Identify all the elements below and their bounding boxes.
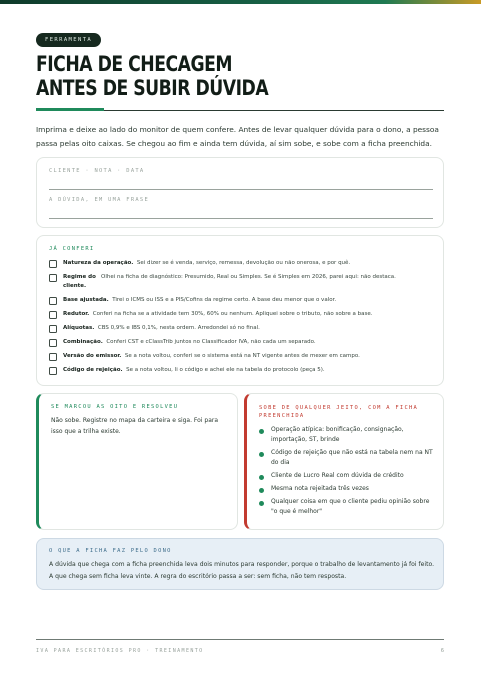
section-tag: FERRAMENTA — [36, 33, 101, 47]
item-term: Base ajustada. — [63, 297, 109, 303]
checkbox[interactable] — [49, 311, 57, 319]
title-accent-rule — [36, 108, 104, 111]
escalate-list — [259, 425, 435, 517]
item-term: Redutor. — [63, 311, 90, 317]
footer-publication: IVA PARA ESCRITÓRIOS PRO · TREINAMENTO — [36, 648, 204, 654]
form-field-client-line[interactable] — [49, 189, 433, 190]
checklist-item — [49, 259, 439, 268]
fill-in-form — [36, 157, 444, 228]
list-item-text: Qualquer coisa em que o cliente pediu opinião sobre "o que é melhor" — [271, 498, 430, 515]
list-item-text: Cliente de Lucro Real com dúvida de crédito — [271, 472, 404, 479]
list-item — [259, 471, 435, 481]
bullet-dot-icon — [259, 452, 264, 457]
item-term: Código de rejeição. — [63, 367, 123, 373]
item-term: Combinação. — [63, 339, 103, 345]
item-desc: Se a nota voltou, conferi se o sistema está na NT vigente antes de mexer em campo. — [124, 353, 360, 359]
checklist-card — [36, 235, 444, 386]
list-item-text: Mesma nota rejeitada três vezes — [271, 485, 369, 492]
list-item-text: Operação atípica: bonificação, consignação, importação, ST, brinde — [271, 426, 404, 443]
checkbox[interactable] — [49, 297, 57, 305]
checklist-item — [49, 324, 439, 333]
form-field-question-line[interactable] — [49, 218, 433, 219]
page-title-line-1: FICHA DE CHECAGEM — [36, 52, 233, 76]
checklist-heading: JÁ CONFERI — [49, 246, 95, 252]
checkbox[interactable] — [49, 325, 57, 333]
bullet-dot-icon — [259, 501, 264, 506]
list-item — [259, 448, 435, 468]
checklist-item — [49, 296, 439, 305]
item-desc: Olhei na ficha de diagnóstico: Presumido, Real ou Simples. Se é Simples em 2026, parei aqui: não destaca. — [101, 274, 396, 280]
owner-note-card — [36, 538, 444, 590]
item-term: Alíquotas. — [63, 325, 95, 331]
bullet-dot-icon — [259, 475, 264, 480]
item-desc: Tirei o ICMS ou ISS e a PIS/Cofins da regime certo. A base deu menor que o valor. — [112, 297, 337, 303]
item-desc: Conferi CST e cClassTrib juntos no Classificador IVA, não cada um separado. — [106, 339, 316, 345]
title-divider — [104, 110, 444, 111]
resolved-card — [36, 393, 238, 530]
checkbox[interactable] — [49, 274, 57, 282]
form-field-question-label: A DÚVIDA, EM UMA FRASE — [49, 197, 149, 203]
checklist-item — [49, 338, 439, 347]
checklist-item — [49, 366, 439, 375]
item-term: Regime do cliente. — [63, 274, 96, 289]
page-title — [36, 52, 380, 100]
checkbox[interactable] — [49, 367, 57, 375]
item-desc: Sei dizer se é venda, serviço, remessa, devolução ou não onerosa, e por quê. — [136, 260, 351, 266]
checklist-item — [49, 310, 439, 319]
list-item-text: Código de rejeição que não está na tabela nem na NT do dia — [271, 449, 433, 466]
checklist-item — [49, 273, 439, 291]
top-accent-bar — [0, 0, 481, 4]
resolved-body: Não sobe. Registre no mapa da carteira e siga. Foi para isso que a trilha existe. — [51, 417, 219, 435]
escalate-card — [244, 393, 444, 530]
list-item — [259, 497, 435, 517]
intro-paragraph: Imprima e deixe ao lado do monitor de quem confere. Antes de levar qualquer dúvida para o dono, a pessoa passa pelas oito caixas. Se chegou ao fim e ainda tem dúvida, aí sim sobe, e sobe com a ficha preenchida. — [36, 125, 439, 148]
resolved-heading: SE MARCOU AS OITO E RESOLVEU — [51, 404, 179, 410]
item-desc: Se a nota voltou, li o código e achei ele na tabela do protocolo (peça 5). — [126, 367, 325, 373]
bullet-dot-icon — [259, 429, 264, 434]
escalate-heading: SOBE DE QUALQUER JEITO, COM A FICHA PREENCHIDA — [259, 405, 419, 419]
item-term: Natureza da operação. — [63, 260, 134, 266]
checklist-item — [49, 352, 439, 361]
page-number: 6 — [440, 648, 444, 654]
item-desc: CBS 0,9% e IBS 0,1%, nesta ordem. Arredondei só no final. — [97, 325, 260, 331]
item-term: Versão do emissor. — [63, 353, 122, 359]
checkbox[interactable] — [49, 353, 57, 361]
form-field-client-label: CLIENTE · NOTA · DATA — [49, 168, 145, 174]
footer-divider — [36, 639, 444, 640]
list-item — [259, 425, 435, 445]
owner-note-heading: O QUE A FICHA FAZ PELO DONO — [49, 548, 172, 554]
checkbox[interactable] — [49, 339, 57, 347]
bullet-dot-icon — [259, 488, 264, 493]
checkbox[interactable] — [49, 260, 57, 268]
list-item — [259, 484, 435, 494]
item-desc: Conferi na ficha se a atividade tem 30%, 60% ou nenhum. Apliquei sobre o tributo, não sobre a base. — [92, 311, 373, 317]
owner-note-body: A dúvida que chega com a ficha preenchida leva dois minutos para responder, porque o trabalho de levantamento já foi feito. A que chega sem ficha leva vinte. A regra do escritório passa a ser: sem ficha, não tem resposta. — [49, 561, 435, 580]
page-title-line-2: ANTES DE SUBIR DÚVIDA — [36, 76, 269, 100]
